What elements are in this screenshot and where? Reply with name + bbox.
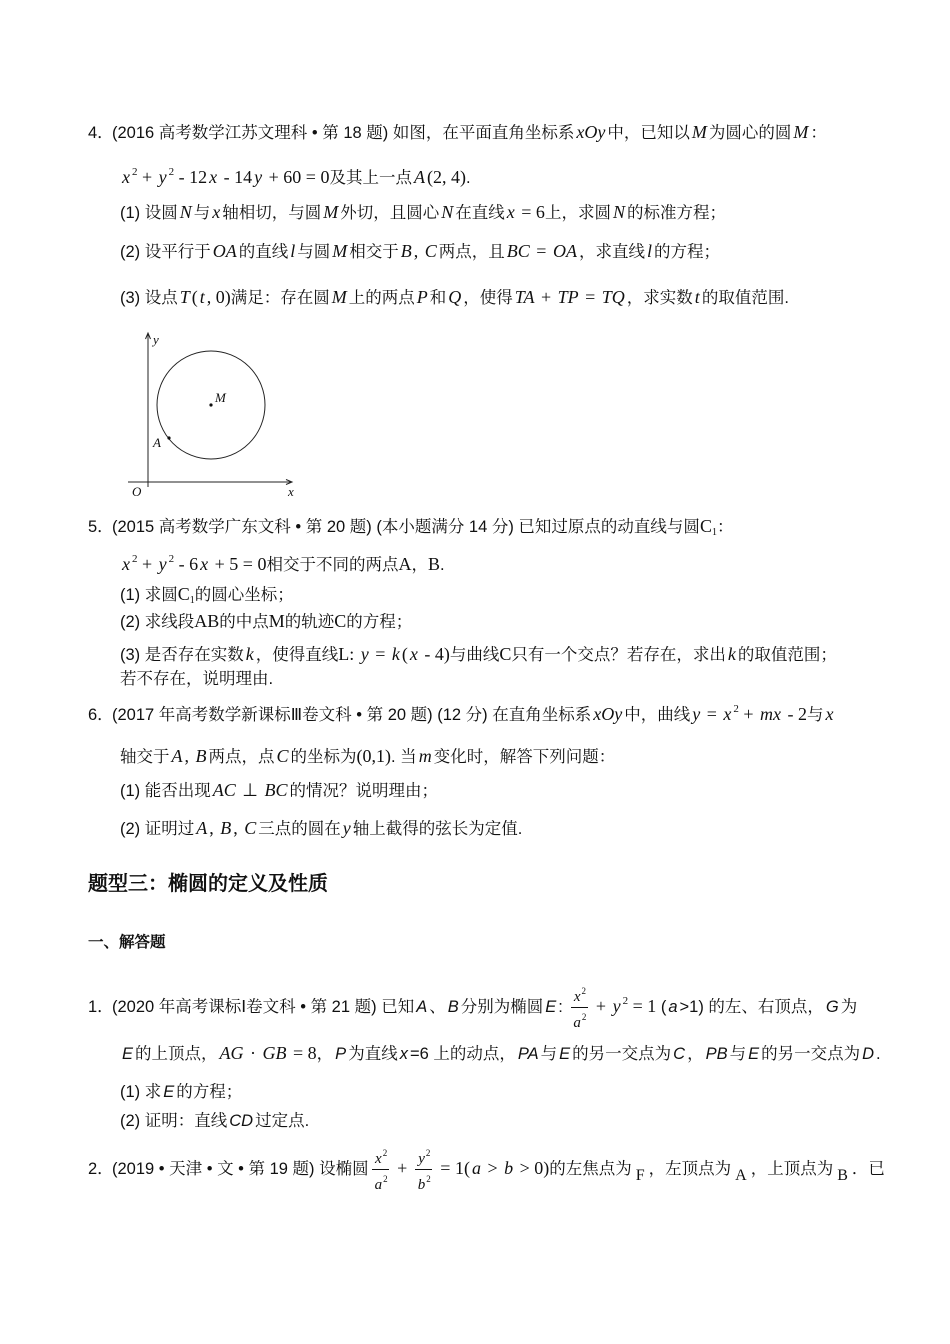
math-upright-symbol: - 4) (419, 644, 450, 664)
text-run: 若不存在，说明理由. (120, 670, 274, 688)
problem-5-line-1 (88, 514, 733, 545)
text-run: 轴交于 (120, 748, 170, 766)
math-italic-symbol: M (332, 241, 348, 261)
ellipse-problem-1-part-1 (120, 1080, 242, 1104)
math-italic-symbol: A (171, 746, 183, 766)
text-run: ： (810, 124, 827, 142)
math-italic-symbol: M (793, 122, 809, 142)
italic-variable: A (416, 998, 428, 1016)
math-italic-symbol: m (418, 746, 432, 766)
math-italic-symbol: l (646, 241, 652, 261)
math-italic-symbol: x (723, 704, 732, 724)
text-run: ， (316, 1045, 334, 1063)
text-run: 的标准方程； (626, 204, 726, 222)
text-run: 的取值范围； (737, 646, 837, 664)
math-upright-symbol: > (482, 1157, 503, 1178)
text-run: 上，求圆 (544, 204, 611, 222)
coordinate-figure (120, 325, 310, 505)
math-italic-symbol: B (195, 746, 207, 766)
superscript: 2 (425, 1148, 431, 1158)
ellipse-problem-2-stem (112, 1148, 885, 1193)
superscript: 2 (426, 1174, 431, 1184)
math-italic-symbol: OA (212, 241, 237, 261)
text-run: (2017 年高考数学新课标Ⅲ卷文科 • 第 20 题) (12 分) 在直角坐标系 (112, 706, 592, 724)
text-run: 只有一个交点？若存在，求出 (511, 646, 726, 664)
subscript: 1 (711, 527, 717, 538)
superscript: 2 (168, 553, 175, 565)
x-axis-label: x (288, 484, 294, 499)
text-run: (3) 是否存在实数 (120, 646, 244, 664)
math-upright-symbol: + (738, 704, 759, 724)
math-italic-symbol: B (220, 818, 232, 838)
text-run: (1) 能否出现 (120, 782, 211, 800)
fraction-numerator (571, 982, 588, 1008)
text-run: (1) 求圆 (120, 586, 178, 604)
math-upright-symbol: = 1( (435, 1157, 470, 1178)
text-run: 与 (807, 706, 824, 724)
text-run: 的方程； (176, 1083, 243, 1101)
math-upright-symbol: L: (338, 644, 359, 664)
superscript: 2 (132, 166, 138, 178)
math-italic-symbol: l (290, 241, 296, 261)
italic-variable: E (748, 1045, 760, 1063)
problem-number: 1． (88, 998, 114, 1016)
math-upright-symbol: + 5 = 0 (210, 554, 267, 574)
text-run: 与曲线 (449, 646, 500, 664)
problem-4-part-1 (120, 200, 726, 225)
math-upright-symbol: , (413, 241, 423, 261)
text-run: 在直线 (455, 204, 505, 222)
text-run: . 当 (391, 748, 417, 766)
text-run: ， (687, 1045, 704, 1063)
text-run: ，使得直线 (255, 646, 339, 664)
problem-6-part-1 (120, 778, 438, 803)
math-upright-symbol: C (499, 644, 512, 664)
problem-number: 5． (88, 518, 114, 536)
problem-5-part-2 (120, 609, 412, 634)
math-upright-symbol: = (702, 704, 722, 724)
math-upright-symbol: = (531, 241, 551, 261)
math-italic-symbol: x (200, 554, 209, 574)
text-run: . (465, 169, 471, 187)
problem-6-stem (112, 703, 836, 724)
math-upright-symbol: A (398, 554, 412, 574)
text-run: (2015 高考数学广东文科 • 第 20 题) (本小题满分 14 分) 已知过原点的动直线与圆 (112, 518, 700, 536)
math-upright-symbol: , (209, 818, 219, 838)
italic-variable: CD (229, 1112, 254, 1130)
italic-variable: x (399, 1045, 408, 1063)
math-italic-symbol: M (691, 122, 707, 142)
math-upright-symbol: + (137, 167, 157, 187)
fraction (570, 982, 588, 1033)
math-italic-symbol: TA (514, 287, 535, 307)
fraction-numerator (415, 1144, 432, 1170)
text-run: (2016 高考数学江苏文理科 • 第 18 题) 如图，在平面直角坐标系 (112, 124, 575, 142)
math-italic-symbol: x (375, 1151, 382, 1167)
text-run: (2019 • 天津 • 文 • 第 19 题) 设椭圆 (112, 1159, 369, 1178)
superscript: 2 (581, 1012, 587, 1023)
text-run: 上的两点 (348, 289, 415, 307)
superscript: 2 (168, 166, 175, 178)
math-upright-symbol: + 60 = 0 (264, 167, 330, 187)
math-upright-symbol: = (370, 644, 390, 664)
math-italic-symbol: mx (760, 704, 782, 724)
text-run: 的轨迹 (284, 613, 335, 631)
text-run: (2) 求线段 (120, 613, 195, 631)
superscript: 2 (383, 1174, 388, 1184)
math-italic-symbol: y (360, 644, 369, 664)
math-italic-symbol: y (342, 818, 351, 838)
math-italic-symbol: y (612, 996, 621, 1016)
math-upright-symbol: AB (194, 611, 220, 631)
italic-variable: G (825, 998, 839, 1016)
text-run: ，求直线 (578, 243, 645, 261)
center-label: M (215, 390, 226, 405)
math-italic-symbol: k (727, 644, 736, 664)
math-italic-symbol: t (199, 287, 205, 307)
math-italic-symbol: C (244, 818, 257, 838)
text-run: . (876, 1045, 881, 1063)
text-run: 的另一交点为 (572, 1045, 672, 1063)
center-point-m (209, 403, 212, 406)
ellipse-problem-1-line-1 (88, 986, 858, 1032)
text-run: ： (716, 518, 734, 536)
math-upright-symbol: - 12 (174, 167, 208, 187)
problem-4-circle-equation (120, 160, 471, 190)
math-upright-symbol: - 14 (219, 167, 253, 187)
text-run: (1) 求 (120, 1083, 162, 1101)
section-subheading: 一、解答题 (88, 934, 166, 951)
math-upright-symbol: B (837, 1166, 848, 1184)
origin-label: O (132, 484, 142, 499)
text-run: 三点的圆在 (258, 820, 341, 838)
math-italic-symbol: T (179, 287, 190, 307)
math-italic-symbol: k (245, 644, 254, 664)
math-italic-symbol: t (694, 287, 700, 307)
math-italic-symbol: M (323, 202, 339, 222)
math-italic-symbol: x (573, 989, 581, 1006)
math-italic-symbol: A (413, 167, 425, 187)
math-italic-symbol: N (441, 202, 454, 222)
text-run: 与 (193, 204, 211, 222)
text-run: 两点，点 (208, 748, 275, 766)
italic-variable: B (447, 998, 459, 1016)
text-run: 为直线 (348, 1045, 398, 1063)
math-upright-symbol: - 2 (783, 704, 808, 724)
math-italic-symbol: C (276, 746, 289, 766)
math-upright-symbol: > 0) (515, 1157, 550, 1178)
math-upright-symbol: (2, 4) (426, 167, 466, 187)
math-upright-symbol: , 0) (206, 287, 231, 307)
problem-4-line-1 (88, 120, 827, 145)
math-upright-symbol: + (137, 554, 157, 574)
text-run: : (558, 998, 568, 1016)
math-italic-symbol: P (416, 287, 428, 307)
text-run: 的另一交点为 (761, 1045, 861, 1063)
problem-number: 2． (88, 1159, 114, 1178)
math-italic-symbol: BC (506, 241, 530, 261)
text-run: ，求实数 (626, 289, 693, 307)
section-heading: 题型三：椭圆的定义及性质 (88, 873, 328, 895)
math-upright-symbol: , (184, 746, 194, 766)
math-italic-symbol: N (179, 202, 192, 222)
text-run: 中，已知以 (607, 124, 690, 142)
math-italic-symbol: xOy (576, 122, 606, 142)
text-run: ( (656, 998, 667, 1016)
text-run: 与 (540, 1045, 558, 1063)
problem-5-part-3 (120, 642, 837, 667)
math-italic-symbol: x (122, 554, 130, 574)
math-italic-symbol: BC (264, 780, 288, 800)
text-run: 过定点. (255, 1112, 310, 1130)
problem-4-part-2 (120, 239, 720, 264)
italic-variable: PB (705, 1045, 728, 1063)
subscript: 1 (189, 595, 195, 606)
fraction-denominator (415, 1170, 433, 1195)
fraction (372, 1144, 390, 1195)
fraction-numerator (372, 1144, 389, 1170)
ellipse-problem-1-line-2 (120, 1041, 881, 1066)
math-upright-symbol: A (735, 1166, 747, 1184)
math-upright-symbol: = 8 (288, 1043, 317, 1063)
math-upright-symbol: + (392, 1157, 412, 1178)
text-run: ，上顶点为 (750, 1159, 834, 1178)
math-italic-symbol: AC (212, 780, 236, 800)
math-italic-symbol: a (573, 1015, 581, 1032)
italic-variable: P (335, 1045, 347, 1063)
text-run: ， (411, 556, 428, 574)
point-a-label: A (153, 435, 161, 450)
text-run: 的情况？说明理由； (289, 782, 438, 800)
math-upright-symbol: C (334, 611, 347, 631)
problem-5-circle-equation (120, 547, 445, 577)
text-run: 为圆心的圆 (708, 124, 792, 142)
math-upright-symbol: - 6 (174, 554, 199, 574)
math-italic-symbol: b (504, 1157, 514, 1178)
math-italic-symbol: AG (219, 1043, 244, 1063)
fraction-denominator (372, 1170, 390, 1195)
math-italic-symbol: y (158, 167, 167, 187)
text-run: (2) 证明：直线 (120, 1112, 228, 1130)
text-run: 轴相切，与圆 (222, 204, 322, 222)
problem-6-line-1 (88, 697, 836, 727)
text-run: 及其上一点 (329, 169, 412, 187)
problem-6-line-2 (120, 744, 615, 769)
text-run: 两点，且 (438, 243, 505, 261)
math-italic-symbol: y (158, 554, 167, 574)
text-run: 中，曲线 (624, 706, 691, 724)
math-italic-symbol: OA (552, 241, 577, 261)
math-upright-symbol: , (233, 818, 243, 838)
problem-number: 4． (88, 124, 114, 142)
text-run: =6 上的动点， (409, 1045, 516, 1063)
italic-variable: D (862, 1045, 875, 1063)
math-italic-symbol: b (417, 1177, 426, 1193)
text-run: (2020 年高考课标Ⅰ卷文科 • 第 21 题) 已知 (112, 998, 415, 1016)
text-run: 和 (429, 289, 447, 307)
text-run: 的取值范围. (701, 289, 789, 307)
ellipse-problem-2-line-1 (88, 1148, 885, 1193)
fraction (415, 1144, 433, 1195)
problem-5-stem (112, 518, 733, 536)
math-italic-symbol: A (196, 818, 208, 838)
math-italic-symbol: a (374, 1177, 383, 1193)
text-run: 外切，且圆心 (340, 204, 440, 222)
math-italic-symbol: N (612, 202, 625, 222)
point-a (167, 436, 170, 439)
math-italic-symbol: y (692, 704, 701, 724)
math-italic-symbol: x (409, 644, 418, 664)
math-italic-symbol: x (506, 202, 515, 222)
ellipse-problem-1-part-2 (120, 1109, 309, 1133)
superscript: 2 (733, 703, 739, 715)
text-run: (1) 设圆 (120, 204, 178, 222)
italic-variable: PA (517, 1045, 539, 1063)
math-italic-symbol: B (400, 241, 412, 261)
text-run: 的方程； (653, 243, 720, 261)
problem-5-part-3-continued (120, 667, 273, 691)
math-upright-symbol: + (536, 287, 556, 307)
text-run: 的坐标为 (290, 748, 357, 766)
italic-variable: E (559, 1045, 571, 1063)
italic-variable: C (673, 1045, 686, 1063)
text-run: 的上顶点， (135, 1045, 218, 1063)
italic-variable: E (545, 998, 557, 1016)
text-run: ，左顶点为 (648, 1159, 732, 1178)
math-upright-symbol: = 1 (628, 996, 657, 1016)
text-run: 与圆 (297, 243, 331, 261)
text-run: 的方程； (346, 613, 413, 631)
text-run: 的直线 (238, 243, 289, 261)
math-italic-symbol: a (471, 1157, 481, 1178)
superscript: 2 (622, 995, 629, 1007)
text-run: 与 (729, 1045, 747, 1063)
fraction-denominator (570, 1008, 588, 1033)
math-italic-symbol: y (254, 167, 263, 187)
text-run: 相交于不同的两点 (266, 556, 399, 574)
italic-variable: E (122, 1045, 134, 1063)
y-axis-label: y (153, 332, 159, 347)
math-upright-symbol: (0,1) (356, 746, 392, 766)
math-upright-symbol: = 6 (516, 202, 545, 222)
text-run: 满足：存在圆 (230, 289, 330, 307)
math-italic-symbol: x (212, 202, 221, 222)
math-italic-symbol: xOy (593, 704, 623, 724)
math-italic-symbol: x (122, 167, 130, 187)
math-upright-symbol: C (699, 516, 712, 536)
math-upright-symbol: C (177, 584, 190, 604)
problem-6-part-2 (120, 816, 522, 841)
math-upright-symbol: ( (401, 644, 408, 664)
math-upright-symbol: ⊥ (237, 780, 263, 800)
math-italic-symbol: GB (262, 1043, 287, 1063)
math-italic-symbol: M (331, 287, 347, 307)
text-run: 的中点 (219, 613, 269, 631)
text-run: 的左焦点为 (549, 1159, 632, 1178)
math-italic-symbol: k (391, 644, 400, 664)
text-run: 分别为椭圆 (460, 998, 544, 1016)
math-italic-symbol: y (418, 1151, 425, 1167)
text-run: 变化时，解答下列问题： (433, 748, 616, 766)
math-italic-symbol: C (424, 241, 437, 261)
text-run: 为 (840, 998, 858, 1016)
text-run: 相交于 (349, 243, 399, 261)
italic-variable: a (668, 998, 678, 1016)
math-upright-symbol: + (591, 996, 611, 1016)
math-upright-symbol: · (245, 1043, 261, 1063)
superscript: 2 (132, 553, 138, 565)
math-italic-symbol: x (209, 167, 218, 187)
problem-4-part-3 (120, 285, 789, 310)
text-run: . (439, 556, 445, 574)
text-run: ．已 (851, 1159, 885, 1178)
math-upright-symbol: ( (191, 287, 198, 307)
problem-number: 6． (88, 706, 114, 724)
superscript: 2 (581, 986, 586, 997)
text-run: (2) 设平行于 (120, 243, 211, 261)
text-run: 、 (429, 998, 446, 1016)
text-run: 轴上截得的弦长为定值. (352, 820, 523, 838)
text-run: >1) 的左、右顶点， (679, 998, 824, 1016)
math-upright-symbol: = (580, 287, 600, 307)
math-italic-symbol: Q (448, 287, 462, 307)
ellipse-problem-1-stem (112, 986, 858, 1032)
math-upright-symbol: M (268, 611, 285, 631)
text-run: 的圆心坐标； (194, 586, 294, 604)
text-run: ，使得 (463, 289, 513, 307)
superscript: 2 (382, 1148, 388, 1158)
italic-variable: E (163, 1083, 175, 1101)
math-upright-symbol: F (635, 1166, 645, 1184)
math-italic-symbol: x (825, 704, 834, 724)
math-italic-symbol: TQ (601, 287, 625, 307)
problem-4-stem (112, 124, 827, 142)
text-run: (2) 证明过 (120, 820, 195, 838)
math-upright-symbol: B (427, 554, 440, 574)
text-run: (3) 设点 (120, 289, 178, 307)
math-italic-symbol: TP (557, 287, 579, 307)
